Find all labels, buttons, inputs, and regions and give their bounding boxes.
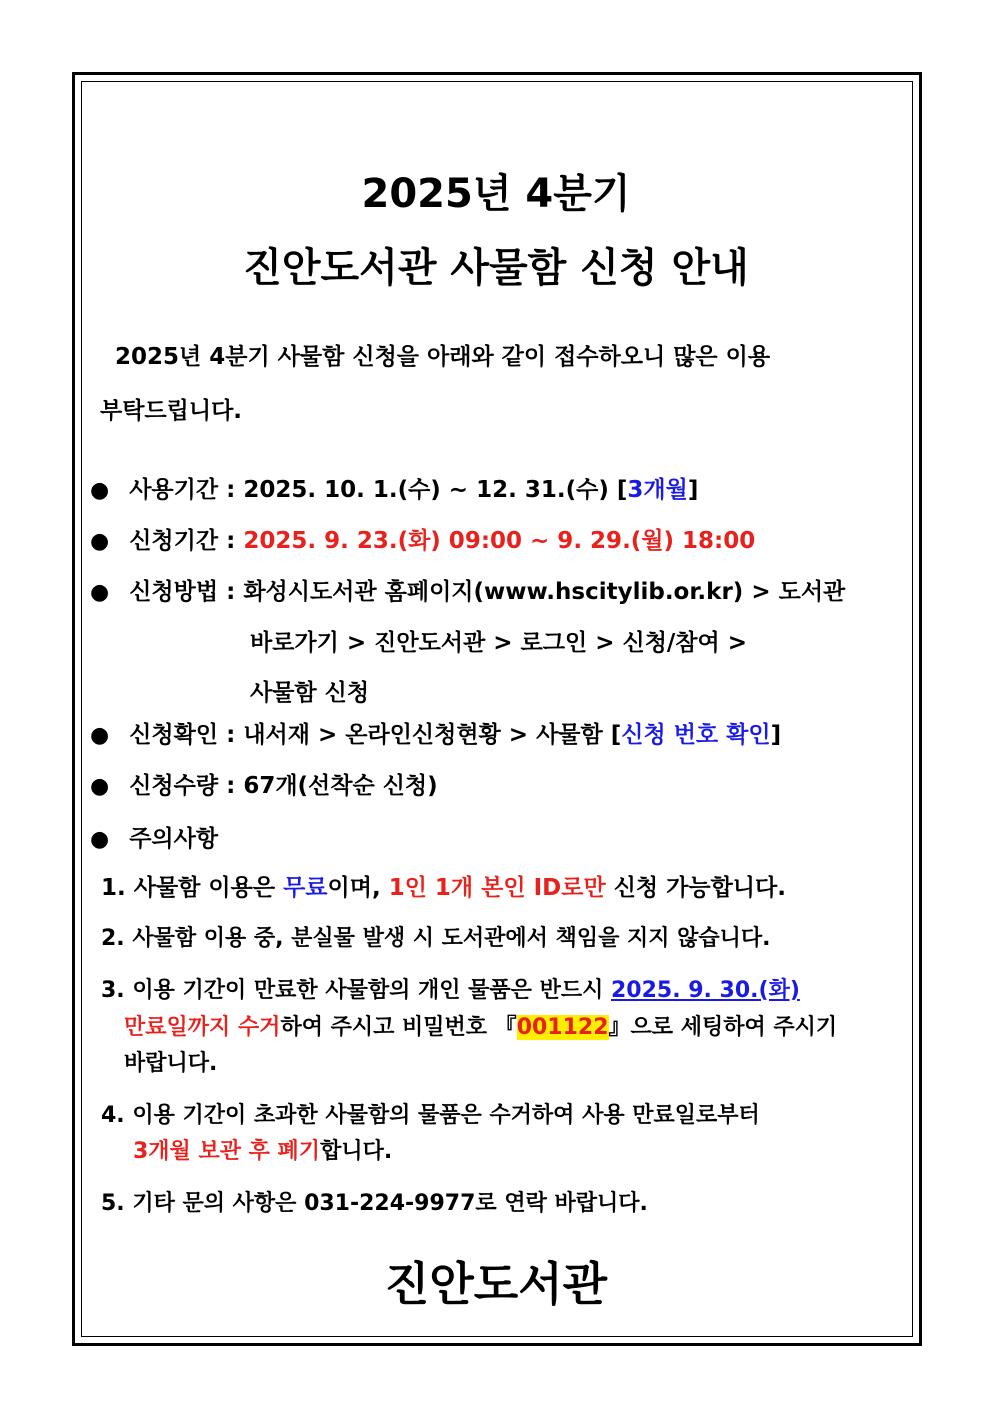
note-2: 2. 사물함 이용 중, 분실물 발생 시 도서관에서 책임을 지지 않습니다. — [101, 926, 771, 951]
note-3-text-f: 』으로 세팅하여 주시기 — [608, 1015, 838, 1040]
bullet-icon: ● — [90, 723, 110, 748]
usage-period-months: 3개월 — [627, 477, 688, 503]
note-4-disposal: 3개월 보관 후 폐기 — [133, 1139, 321, 1164]
intro-line-1: 2025년 4분기 사물함 신청을 아래와 같이 접수하오니 많은 이용 — [115, 344, 771, 370]
bullet-icon: ● — [90, 580, 110, 605]
note-3-text-a: 3. 이용 기간이 만료한 사물함의 개인 물품은 반드시 — [101, 978, 611, 1003]
bullet-icon: ● — [90, 774, 110, 799]
note-3-date: 2025. 9. 30.(화) — [610, 978, 800, 1003]
note-4-line-1: 4. 이용 기간이 초과한 사물함의 물품은 수거하여 사용 만료일로부터 — [101, 1103, 760, 1128]
apply-check-label: 신청확인 : — [129, 722, 244, 748]
footer-library-name: 진안도서관 — [384, 1257, 608, 1311]
note-3-deadline: 만료일까지 수거 — [124, 1015, 281, 1040]
note-1-limit: 1인 1개 본인 ID로만 — [388, 875, 606, 901]
usage-period-row — [90, 471, 698, 504]
apply-method-line-1: 화성시도서관 홈페이지(www.hscitylib.or.kr) > 도서관 — [243, 579, 846, 605]
note-4-line-2 — [133, 1134, 392, 1165]
apply-check-highlight: 신청 번호 확인 — [621, 722, 771, 748]
note-4-text-c: 합니다. — [320, 1139, 393, 1164]
notes-label: 주의사항 — [129, 826, 219, 852]
usage-period-value: 2025. 10. 1.(수) ~ 12. 31.(수) [ — [243, 477, 628, 503]
apply-method-label: 신청방법 : — [129, 579, 244, 605]
apply-method-line-3: 사물함 신청 — [250, 680, 370, 706]
bullet-icon: ● — [90, 529, 110, 554]
quantity-value: 67개(선착순 신청) — [243, 773, 438, 799]
usage-period-label: 사용기간 : — [129, 477, 244, 503]
apply-check-value: 내서재 > 온라인신청현황 > 사물함 [ — [243, 722, 622, 748]
title-line-1: 2025년 4분기 — [361, 171, 631, 217]
apply-period-value: 2025. 9. 23.(화) 09:00 ~ 9. 29.(월) 18:00 — [243, 528, 756, 554]
apply-method-line-2: 바로가기 > 진안도서관 > 로그인 > 신청/참여 > — [250, 630, 748, 656]
apply-check-row — [90, 716, 781, 749]
note-1-text-a: 1. 사물함 이용은 — [101, 875, 284, 901]
note-1-free: 무료 — [283, 875, 328, 901]
note-1-text-c: 이며, — [327, 875, 389, 901]
note-3-line-2 — [124, 1010, 837, 1041]
note-1-text-e: 신청 가능합니다. — [605, 875, 786, 901]
bullet-icon: ● — [90, 827, 110, 852]
quantity-label: 신청수량 : — [129, 773, 244, 799]
note-1 — [101, 869, 786, 902]
apply-period-row — [90, 522, 755, 555]
notes-row — [90, 820, 218, 853]
note-5: 5. 기타 문의 사항은 031-224-9977로 연락 바랍니다. — [101, 1191, 648, 1216]
title-line-2: 진안도서관 사물함 신청 안내 — [243, 245, 749, 291]
note-3-password: 001122 — [516, 1015, 609, 1040]
intro-line-2: 부탁드립니다. — [100, 398, 243, 424]
note-3-line-1 — [101, 973, 800, 1004]
bullet-icon: ● — [90, 478, 110, 503]
usage-period-close: ] — [687, 477, 699, 503]
apply-check-close: ] — [770, 722, 782, 748]
apply-method-row — [90, 573, 845, 606]
note-3-text-d: 하여 주시고 비밀번호 『 — [280, 1015, 517, 1040]
apply-period-label: 신청기간 : — [129, 528, 244, 554]
note-3-line-3: 바랍니다. — [124, 1051, 218, 1076]
quantity-row — [90, 767, 438, 800]
